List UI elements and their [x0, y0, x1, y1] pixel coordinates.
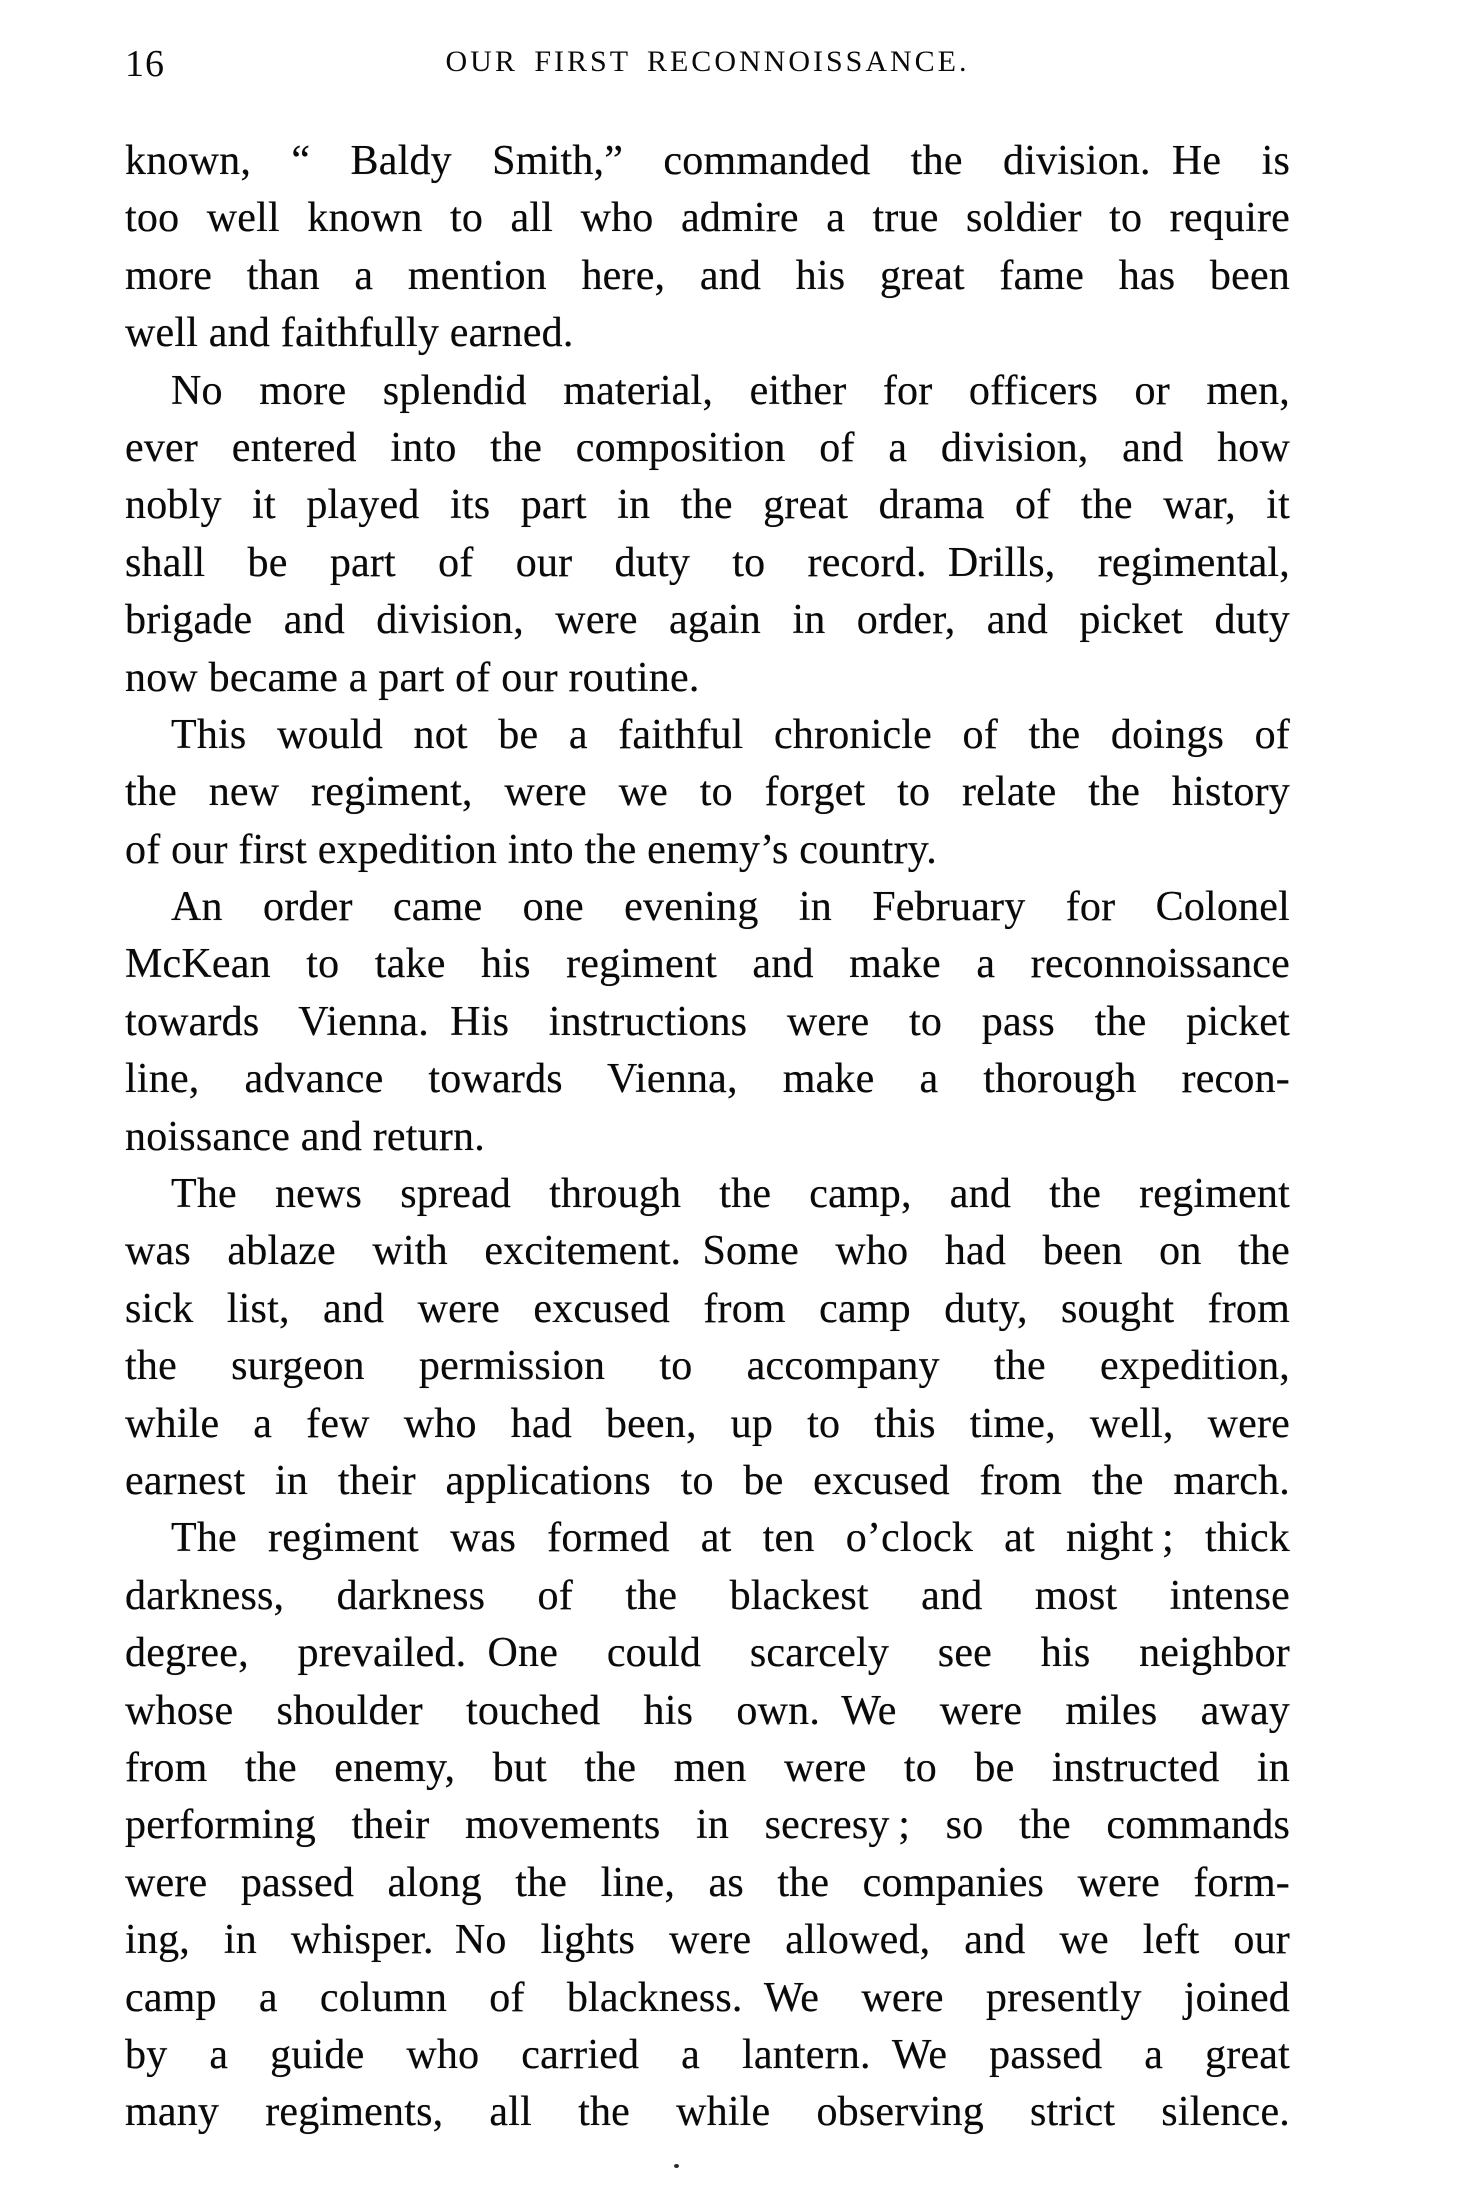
- text-line: ing, in whisper. No lights were allowed, and we left our: [125, 1917, 1290, 1964]
- text-line: darkness, darkness of the blackest and most intense: [125, 1572, 1290, 1619]
- text-line: the surgeon permission to accompany the expedition,: [125, 1343, 1290, 1390]
- text-line: brigade and division, were again in order, and picket duty: [125, 597, 1290, 644]
- scan-speck: [674, 2164, 679, 2168]
- text-line: McKean to take his regiment and make a reconnoissance: [125, 941, 1290, 988]
- page-number: 16: [125, 43, 165, 85]
- text-line: camp a column of blackness. We were presently joined: [125, 1974, 1290, 2021]
- running-head: [125, 42, 1290, 86]
- text-line: The regiment was formed at ten o’clock at night ; thick: [171, 1515, 1290, 1562]
- text-line: shall be part of our duty to record. Drills, regimental,: [125, 539, 1290, 586]
- text-line: known, “ Baldy Smith,” commanded the division. He is: [125, 138, 1290, 184]
- text-line: sick list, and were excused from camp duty, sought from: [125, 1285, 1290, 1332]
- text-line: degree, prevailed. One could scarcely see his neighbor: [125, 1630, 1290, 1677]
- text-line: were passed along the line, as the companies were form-: [125, 1859, 1290, 1906]
- text-line: while a few who had been, up to this time, well, were: [125, 1400, 1290, 1447]
- text-line: noissance and return.: [125, 1113, 485, 1160]
- text-line: towards Vienna. His instructions were to pass the picket: [125, 998, 1290, 1045]
- text-line: by a guide who carried a lantern. We passed a great: [125, 2031, 1290, 2078]
- body-text: [125, 133, 1290, 2142]
- text-line: now became a part of our routine.: [125, 654, 700, 701]
- text-line: nobly it played its part in the great drama of the war, it: [125, 482, 1290, 529]
- text-line: line, advance towards Vienna, make a thorough recon-: [125, 1056, 1290, 1103]
- text-line: more than a mention here, and his great fame has been: [125, 252, 1290, 299]
- text-line: This would not be a faithful chronicle of the doings of: [171, 711, 1290, 758]
- text-line: too well known to all who admire a true soldier to require: [125, 195, 1290, 242]
- text-line: well and faithfully earned.: [125, 310, 574, 357]
- text-line: ever entered into the composition of a division, and how: [125, 424, 1290, 471]
- text-line: whose shoulder touched his own. We were miles away: [125, 1687, 1290, 1734]
- text-line: No more splendid material, either for officers or men,: [171, 367, 1290, 414]
- text-line: the new regiment, were we to forget to relate the history: [125, 769, 1290, 816]
- running-header-title: OUR FIRST RECONNOISSANCE.: [445, 45, 970, 78]
- text-line: of our first expedition into the enemy’s country.: [125, 826, 937, 873]
- text-line: performing their movements in secresy ; so the commands: [125, 1802, 1290, 1849]
- text-line: from the enemy, but the men were to be instructed in: [125, 1744, 1290, 1791]
- text-line: earnest in their applications to be excused from the march.: [125, 1457, 1290, 1504]
- text-line: many regiments, all the while observing strict silence.: [125, 2089, 1290, 2136]
- text-line: An order came one evening in February for Colonel: [171, 884, 1290, 931]
- text-line: The news spread through the camp, and the regiment: [171, 1171, 1290, 1218]
- text-line: was ablaze with excitement. Some who had been on the: [125, 1228, 1290, 1275]
